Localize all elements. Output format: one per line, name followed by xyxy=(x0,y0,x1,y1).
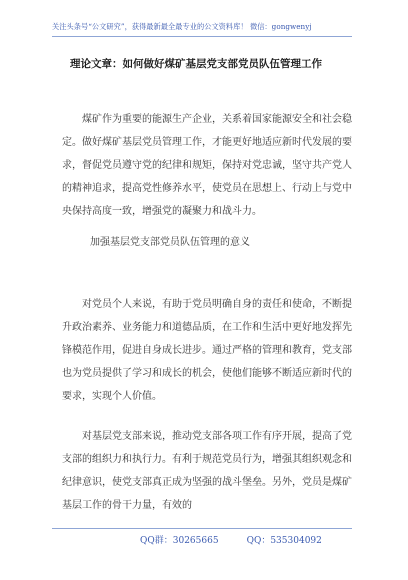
page-title: 理论文章：如何做好煤矿基层党支部党员队伍管理工作 xyxy=(70,58,322,70)
footer-divider xyxy=(52,528,352,529)
footer-qq: QQ：535304092 xyxy=(246,536,322,546)
paragraph-intro: 煤矿作为重要的能源生产企业，关系着国家能源安全和社会稳定。做好煤矿基层党员管理工作，才能更好地适应新时代发展的要求，督促党员遵守党的纪律和规矩，保持对党忠诚，坚守共产党人的精神追求，提高党性修养水平，使党员在思想上、行动上与党中央保持高度一致，增强党的凝聚力和战斗力。 xyxy=(62,114,352,217)
header-divider xyxy=(52,36,352,37)
paragraph-branch: 对基层党支部来说，推动党支部各项工作有序开展，提高了党支部的组织力和执行力。有利于规范党员行为，增强其组织观念和纪律意识，使党支部真正成为坚强的战斗堡垒。另外，党员是煤矿基层工作的骨干力量，有效的 xyxy=(62,431,352,511)
footer-contact xyxy=(140,533,350,546)
footer-qq-group: QQ群：30265665 xyxy=(140,536,219,546)
header-notice: 关注头条号“公文研究”，获得最新最全最专业的公文资料库！ 微信：gongwenyj xyxy=(52,22,312,31)
paragraph-individual: 对党员个人来说，有助于党员明确自身的责任和使命，不断提升政治素养、业务能力和道德品质，在工作和生活中更好地发挥先锋模范作用，促进自身成长进步。通过严格的管理和教育，党支部也为党员提供了学习和成长的机会，使他们能够不断适应新时代的要求，实现个人价值。 xyxy=(62,299,352,402)
section-heading: 加强基层党支部党员队伍管理的意义 xyxy=(90,237,250,248)
